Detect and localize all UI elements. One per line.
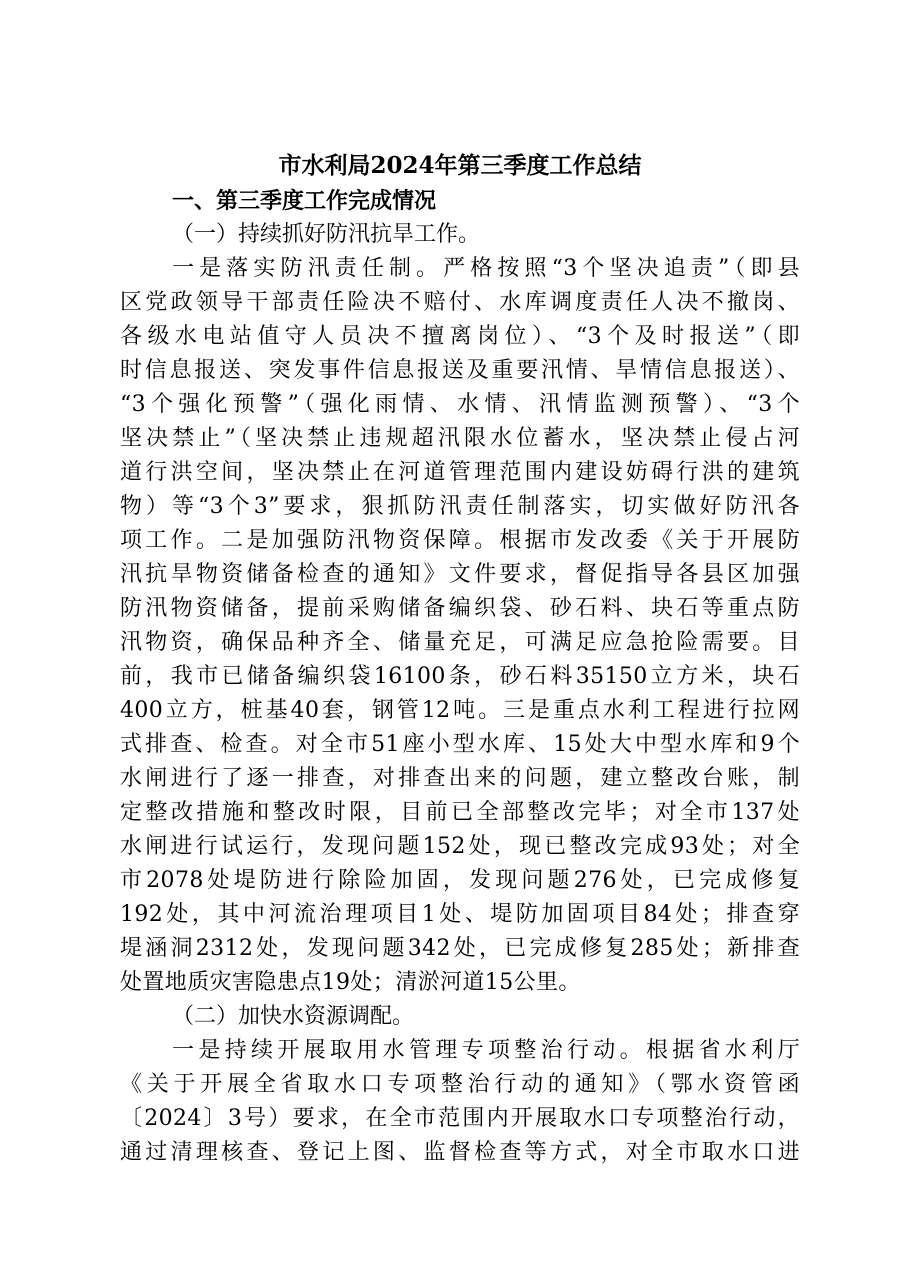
subsection-heading-2: （二）加快水资源调配。 [172, 1004, 415, 1029]
paragraph-line: 水闸进行试运行，发现问题152处，现已整改完成93处；对全 [120, 834, 800, 859]
paragraph-line: 前，我市已储备编织袋16100条，砂石料35150立方米，块石 [120, 664, 800, 689]
paragraph-line: 时信息报送、突发事件信息报送及重要汛情、旱情信息报送）、 [120, 358, 800, 383]
paragraph-line: 汛抗旱物资储备检查的通知》文件要求，督促指导各县区加强 [120, 562, 800, 587]
paragraph-line: 各级水电站值守人员决不擅离岗位）、“3个及时报送”（即 [120, 324, 800, 349]
paragraph-line: 400立方，桩基40套，钢管12吨。三是重点水利工程进行拉网 [120, 698, 800, 723]
paragraph-line: 处置地质灾害隐患点19处；清淤河道15公里。 [120, 970, 581, 995]
paragraph-line: 坚决禁止”（坚决禁止违规超汛限水位蓄水，坚决禁止侵占河 [120, 426, 800, 451]
paragraph-line: 《关于开展全省取水口专项整治行动的通知》（鄂水资管函 [120, 1072, 800, 1097]
paragraph-water-resources [120, 1034, 800, 1170]
paragraph-line: 防汛物资储备，提前采购储备编织袋、砂石料、块石等重点防 [120, 596, 800, 621]
document-page [120, 148, 800, 1170]
paragraph-line: 汛物资，确保品种齐全、储量充足，可满足应急抢险需要。目 [120, 630, 800, 655]
paragraph-line: 项工作。二是加强防汛物资保障。根据市发改委《关于开展防 [120, 528, 800, 553]
paragraph-line: 道行洪空间，坚决禁止在河道管理范围内建设妨碍行洪的建筑 [120, 460, 800, 485]
document-title: 市水利局2024年第三季度工作总结 [278, 152, 642, 179]
paragraph-line: 一是落实防汛责任制。严格按照“3个坚决追责”（即县 [172, 256, 800, 281]
paragraph-line: 192处，其中河流治理项目1处、堤防加固项目84处；排查穿 [120, 902, 800, 927]
section-heading-1: 一、第三季度工作完成情况 [172, 188, 437, 214]
paragraph-line: 水闸进行了逐一排查，对排查出来的问题，建立整改台账，制 [120, 766, 800, 791]
subsection-heading-1: （一）持续抓好防汛抗旱工作。 [172, 222, 481, 247]
paragraph-line: 通过清理核查、登记上图、监督检查等方式，对全市取水口进 [120, 1140, 800, 1165]
paragraph-line: “3个强化预警”（强化雨情、水情、汛情监测预警）、“3个 [120, 392, 800, 417]
paragraph-line: 市2078处堤防进行除险加固，发现问题276处，已完成修复 [120, 868, 800, 893]
paragraph-line: 式排查、检查。对全市51座小型水库、15处大中型水库和9个 [120, 732, 800, 757]
paragraph-line: 〔2024〕3号）要求，在全市范围内开展取水口专项整治行动， [120, 1106, 800, 1131]
paragraph-line: 一是持续开展取用水管理专项整治行动。根据省水利厅 [172, 1038, 800, 1063]
paragraph-line: 堤涵洞2312处，发现问题342处，已完成修复285处；新排查 [120, 936, 800, 961]
paragraph-line: 区党政领导干部责任险决不赔付、水库调度责任人决不撤岗、 [120, 290, 800, 315]
paragraph-flood-control [120, 252, 800, 1000]
paragraph-line: 物）等“3个3”要求，狠抓防汛责任制落实，切实做好防汛各 [120, 494, 800, 519]
paragraph-line: 定整改措施和整改时限，目前已全部整改完毕；对全市137处 [120, 800, 800, 825]
